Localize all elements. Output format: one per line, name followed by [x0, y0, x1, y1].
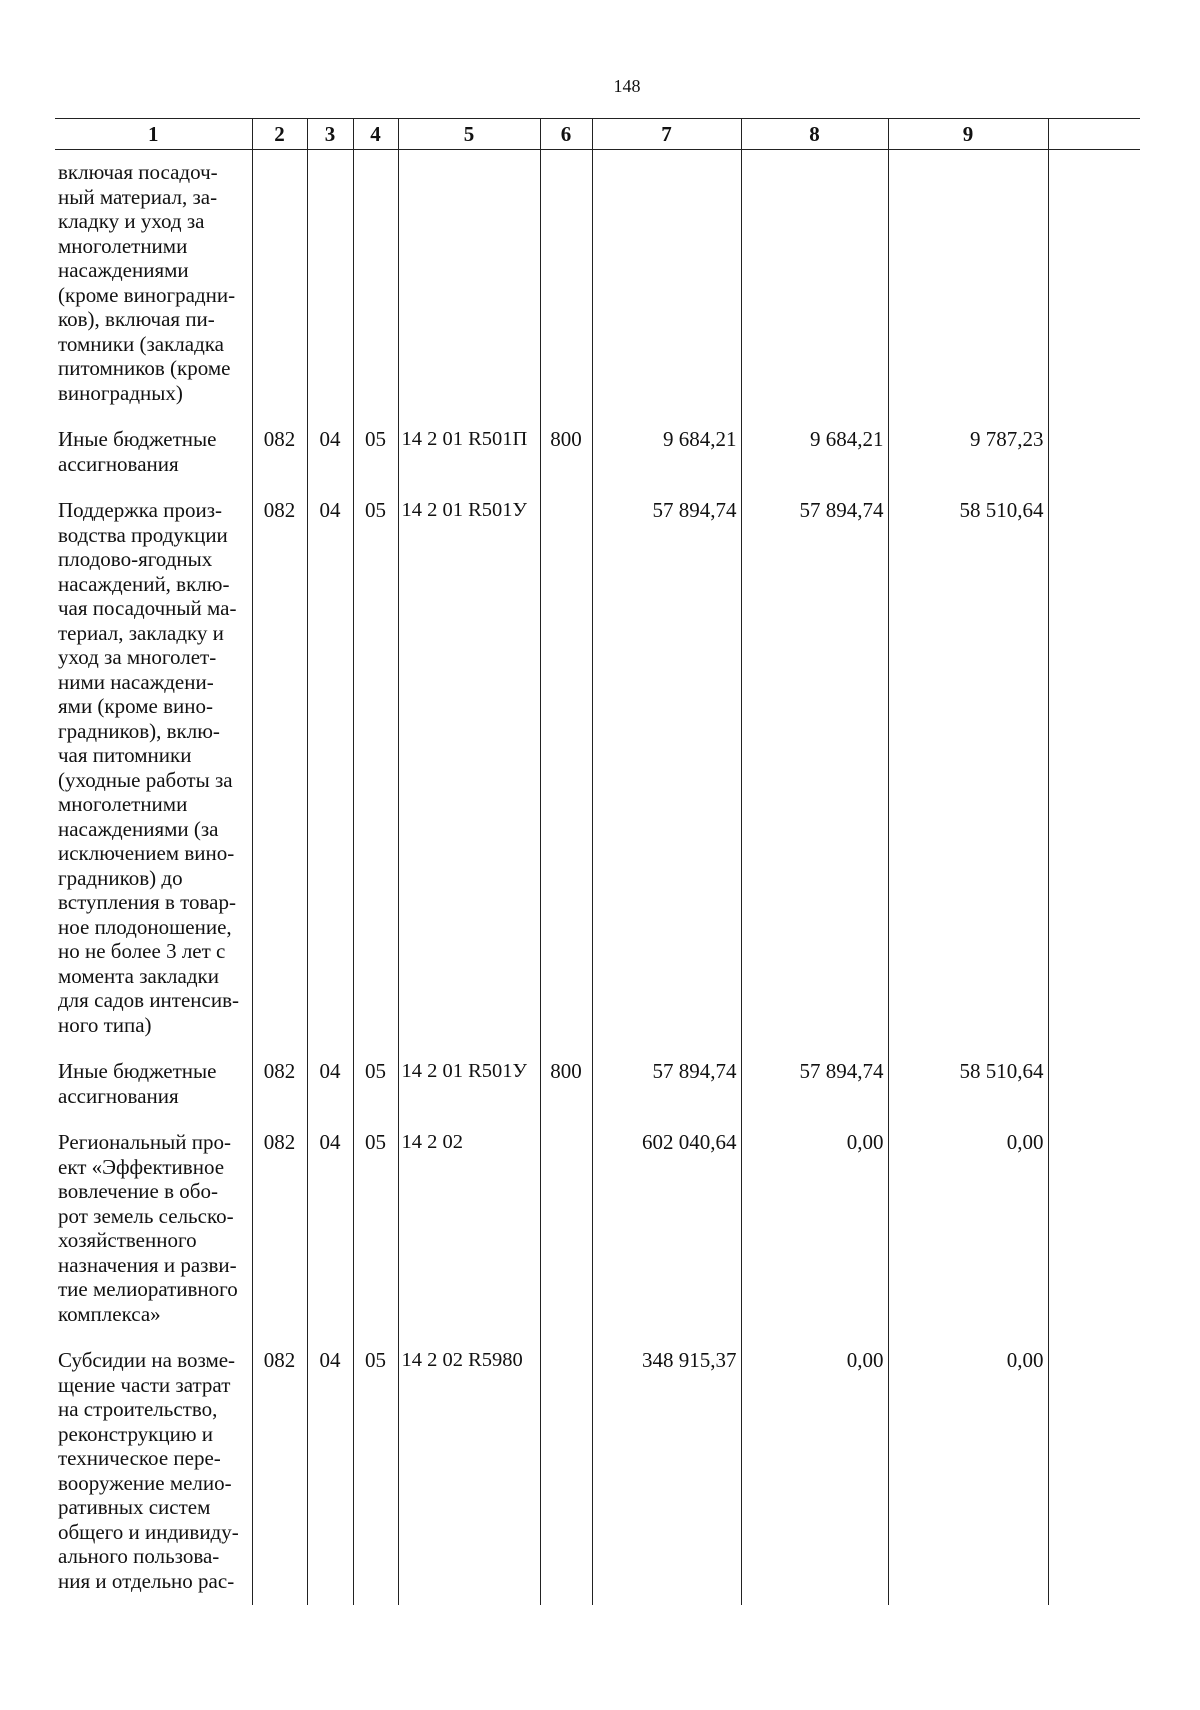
ministry-code-cell: 082	[252, 1338, 307, 1605]
description-line: насаждениями	[58, 258, 189, 282]
description-line: общего и индивиду-	[58, 1519, 239, 1544]
section-code-cell: 04	[307, 1120, 353, 1338]
description-line: (кроме виноградни-	[58, 282, 236, 307]
description-line: для садов интенсив-	[58, 988, 240, 1012]
description-line: ный материал, за-	[58, 184, 218, 209]
description-line: насаждениями (за	[58, 816, 219, 841]
description-line: назначения и разви-	[58, 1252, 237, 1277]
amount-year2-cell: 9 684,21	[741, 417, 888, 488]
description-line: градников) до	[58, 865, 183, 890]
description-line: водства продукции	[58, 522, 228, 547]
amount-year2-cell: 0,00	[741, 1338, 888, 1605]
description-line: ное плодоношение,	[58, 914, 232, 939]
description-line: кладку и уход за	[58, 209, 205, 233]
table-row	[55, 150, 1140, 418]
amount-year2-cell: 57 894,74	[741, 1049, 888, 1120]
row-spacer	[1048, 1049, 1140, 1120]
description-line: Иные бюджетные	[58, 427, 217, 451]
section-code-cell: 04	[307, 488, 353, 1049]
target-article-cell: 14 2 01 R501П	[398, 417, 540, 488]
target-article-cell: 14 2 01 R501У	[398, 488, 540, 1049]
row-description	[55, 488, 252, 1049]
amount-year3-cell: 58 510,64	[888, 1049, 1048, 1120]
description-line: Субсидии на возме-	[58, 1348, 236, 1372]
description-line: щение части затрат	[58, 1372, 231, 1397]
description-line: включая посадоч-	[58, 160, 218, 184]
description-line: на строительство,	[58, 1397, 218, 1421]
ministry-code-cell	[252, 150, 307, 418]
subsection-code-cell: 05	[353, 488, 398, 1049]
description-line: ними насаждени-	[58, 669, 214, 694]
row-description	[55, 1338, 252, 1605]
description-line: ного типа)	[58, 1012, 152, 1037]
column-header: 5	[398, 119, 540, 150]
expense-type-cell	[540, 150, 592, 418]
amount-year3-cell: 0,00	[888, 1338, 1048, 1605]
description-line: ассигнования	[58, 451, 179, 476]
column-header: 9	[888, 119, 1048, 150]
amount-year2-cell	[741, 150, 888, 418]
amount-year2-cell: 0,00	[741, 1120, 888, 1338]
row-description	[55, 1120, 252, 1338]
subsection-code-cell: 05	[353, 1049, 398, 1120]
budget-table-container	[55, 118, 1140, 1605]
description-line: Поддержка произ-	[58, 498, 222, 522]
target-article-cell: 14 2 02	[398, 1120, 540, 1338]
column-header-spacer	[1048, 119, 1140, 150]
description-line: техническое пере-	[58, 1446, 221, 1470]
row-description	[55, 417, 252, 488]
amount-year1-cell: 57 894,74	[592, 488, 741, 1049]
description-line: ального пользова-	[58, 1544, 220, 1568]
row-description	[55, 150, 252, 418]
description-line: уход за многолет-	[58, 645, 217, 669]
ministry-code-cell: 082	[252, 1120, 307, 1338]
ministry-code-cell: 082	[252, 417, 307, 488]
table-body	[55, 150, 1140, 1606]
description-line: чая питомники	[58, 743, 192, 767]
amount-year1-cell: 57 894,74	[592, 1049, 741, 1120]
row-spacer	[1048, 488, 1140, 1049]
column-header: 6	[540, 119, 592, 150]
column-header: 4	[353, 119, 398, 150]
description-line: Иные бюджетные	[58, 1059, 217, 1083]
section-code-cell: 04	[307, 417, 353, 488]
description-line: ния и отдельно рас-	[58, 1568, 235, 1593]
description-line: хозяйственного	[58, 1228, 197, 1252]
target-article-cell	[398, 150, 540, 418]
expense-type-cell	[540, 1120, 592, 1338]
row-description	[55, 1049, 252, 1120]
row-spacer	[1048, 150, 1140, 418]
description-line: ассигнования	[58, 1083, 179, 1108]
section-code-cell: 04	[307, 1338, 353, 1605]
amount-year3-cell: 58 510,64	[888, 488, 1048, 1049]
row-spacer	[1048, 1338, 1140, 1605]
description-line: многолетними	[58, 233, 188, 258]
description-line: ков), включая пи-	[58, 307, 215, 331]
subsection-code-cell: 05	[353, 417, 398, 488]
description-line: (уходные работы за	[58, 767, 233, 792]
description-line: ект «Эффективное	[58, 1154, 225, 1179]
column-header: 8	[741, 119, 888, 150]
expense-type-cell: 800	[540, 1049, 592, 1120]
amount-year3-cell: 0,00	[888, 1120, 1048, 1338]
ministry-code-cell: 082	[252, 488, 307, 1049]
column-header: 1	[55, 119, 252, 150]
column-header: 7	[592, 119, 741, 150]
description-line: реконструкцию и	[58, 1421, 214, 1446]
description-line: многолетними	[58, 792, 188, 816]
amount-year1-cell: 602 040,64	[592, 1120, 741, 1338]
description-line: ративных систем	[58, 1495, 211, 1519]
row-spacer	[1048, 1120, 1140, 1338]
description-line: виноградных)	[58, 380, 183, 405]
ministry-code-cell: 082	[252, 1049, 307, 1120]
table-row	[55, 1120, 1140, 1338]
description-line: исключением вино-	[58, 841, 235, 865]
subsection-code-cell	[353, 150, 398, 418]
table-row	[55, 1338, 1140, 1605]
amount-year1-cell: 9 684,21	[592, 417, 741, 488]
description-line: томники (закладка	[58, 331, 224, 356]
description-line: тие мелиоративного	[58, 1277, 238, 1301]
description-line: рот земель сельско-	[58, 1203, 234, 1228]
header-row	[55, 119, 1140, 150]
target-article-cell: 14 2 01 R501У	[398, 1049, 540, 1120]
description-line: Региональный про-	[58, 1130, 231, 1154]
description-line: но не более 3 лет с	[58, 939, 226, 963]
column-header: 3	[307, 119, 353, 150]
description-line: вооружение мелио-	[58, 1470, 232, 1495]
description-line: плодово-ягодных	[58, 547, 213, 571]
description-line: питомников (кроме	[58, 356, 231, 380]
expense-type-cell	[540, 1338, 592, 1605]
description-line: момента закладки	[58, 963, 219, 988]
budget-table	[55, 118, 1140, 1605]
section-code-cell: 04	[307, 1049, 353, 1120]
description-line: комплекса»	[58, 1301, 161, 1326]
column-header: 2	[252, 119, 307, 150]
amount-year2-cell: 57 894,74	[741, 488, 888, 1049]
section-code-cell	[307, 150, 353, 418]
description-line: ями (кроме вино-	[58, 694, 213, 718]
description-line: вовлечение в обо-	[58, 1179, 218, 1203]
amount-year1-cell	[592, 150, 741, 418]
description-line: градников), вклю-	[58, 718, 220, 743]
page-number: 148	[613, 76, 641, 96]
subsection-code-cell: 05	[353, 1338, 398, 1605]
row-spacer	[1048, 417, 1140, 488]
expense-type-cell: 800	[540, 417, 592, 488]
amount-year3-cell: 9 787,23	[888, 417, 1048, 488]
description-line: насаждений, вклю-	[58, 571, 230, 596]
target-article-cell: 14 2 02 R5980	[398, 1338, 540, 1605]
description-line: вступления в товар-	[58, 890, 236, 914]
description-line: чая посадочный ма-	[58, 596, 237, 620]
table-row	[55, 1049, 1140, 1120]
amount-year3-cell	[888, 150, 1048, 418]
expense-type-cell	[540, 488, 592, 1049]
table-row	[55, 488, 1140, 1049]
description-line: териал, закладку и	[58, 620, 224, 645]
table-row	[55, 417, 1140, 488]
amount-year1-cell: 348 915,37	[592, 1338, 741, 1605]
subsection-code-cell: 05	[353, 1120, 398, 1338]
